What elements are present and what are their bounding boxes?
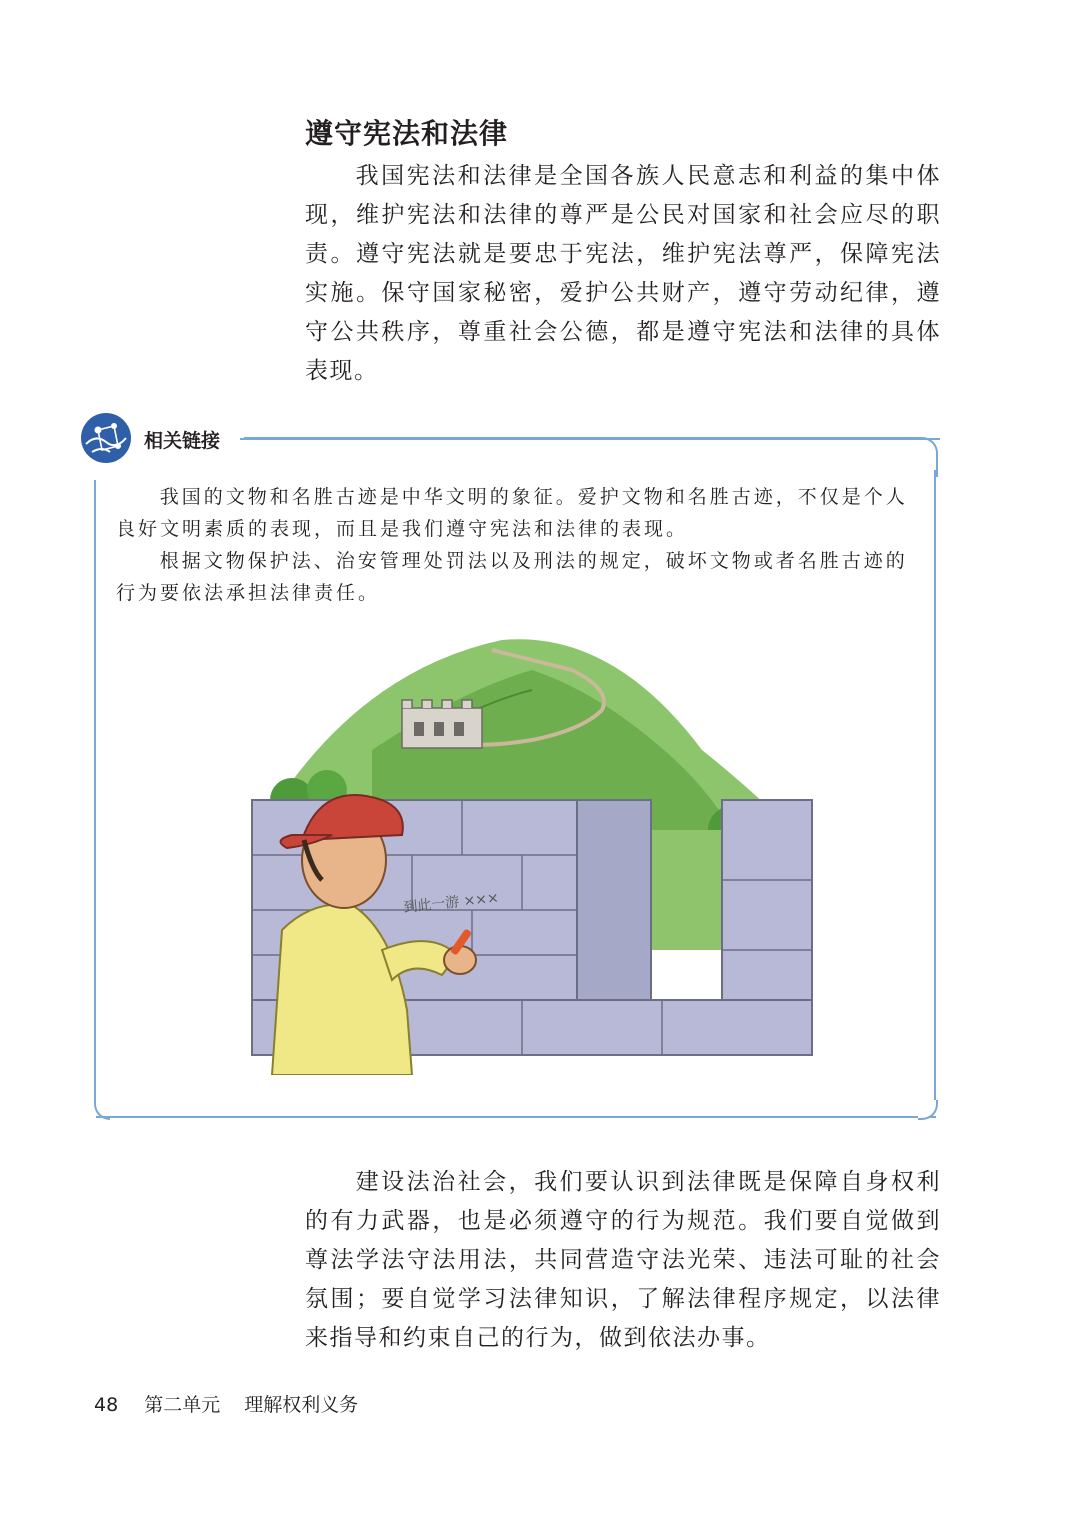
link-paragraph-1: 我国的文物和名胜古迹是中华文明的象征。爱护文物和名胜古迹，不仅是个人良好文明素质的表现，而且是我们遵守宪法和法律的表现。 [116,486,908,540]
unit-label: 第二单元 [144,1394,221,1416]
link-box-border-right [934,470,936,1102]
related-link-label: 相关链接 [144,430,221,452]
body-paragraph-2: 建设法治社会，我们要认识到法律既是保障自身权利的有力武器，也是必须遵守的行为规范。我们要自觉做到尊法学法守法用法，共同营造守法光荣、违法可耻的社会氛围；要自觉学习法律知识，了解法律程序规定，以法律来指导和约束自己的行为，做到依法办事。 [305,1169,941,1351]
unit-title: 理解权利义务 [244,1394,359,1416]
link-box-border-bottom [96,1116,936,1118]
graffiti-text: 到此一游 ××× [402,890,500,916]
related-link-header [80,412,940,472]
page-number: 48 [94,1394,119,1416]
link-paragraph-2: 根据文物保护法、治安管理处罚法以及刑法的规定，破坏文物或者名胜古迹的行为要依法承担法律责任。 [116,550,908,604]
body-paragraph-1: 我国宪法和法律是全国各族人民意志和利益的集中体现，维护宪法和法律的尊严是公民对国家和社会应尽的职责。遵守宪法就是要忠于宪法，维护宪法尊严，保障宪法实施。保守国家秘密，爱护公共财产，遵守劳动纪律，遵守公共秩序，尊重社会公德，都是遵守宪法和法律的具体表现。 [305,163,941,384]
great-wall-illustration [232,630,822,1075]
page-footer [94,1390,358,1417]
globe-link-icon [80,412,132,464]
section-title: 遵守宪法和法律 [305,117,509,150]
header-rule [240,438,940,440]
